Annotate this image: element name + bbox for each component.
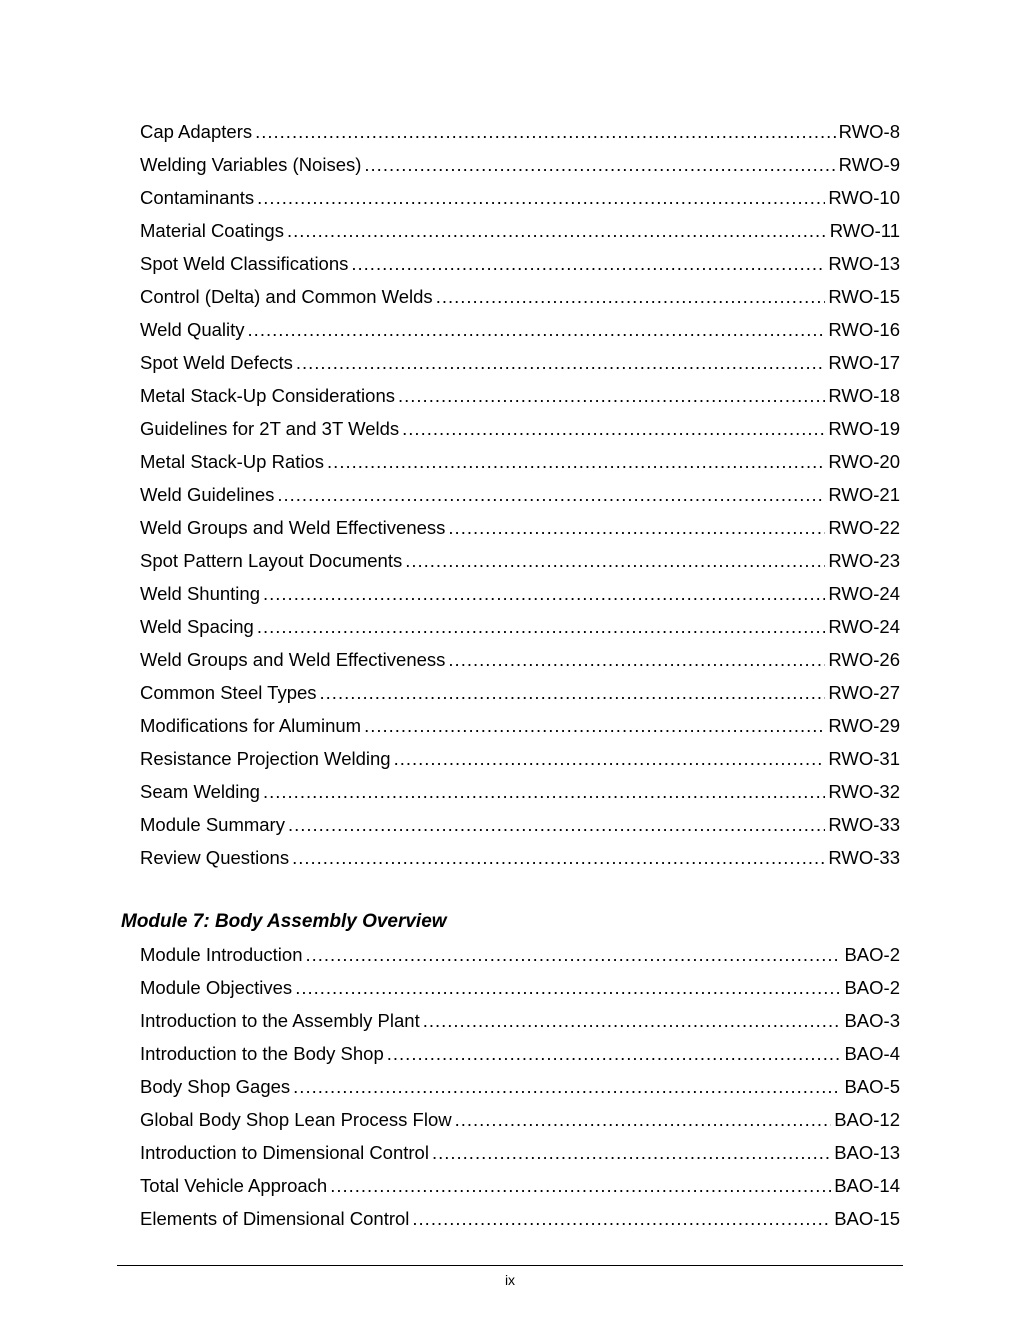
toc-entry[interactable] — [140, 247, 900, 280]
toc-entry-page: RWO-31 — [828, 748, 900, 769]
toc-entry[interactable] — [140, 610, 900, 643]
toc-entry[interactable] — [140, 676, 900, 709]
toc-leader-dots — [327, 445, 825, 478]
toc-entry[interactable] — [140, 971, 900, 1004]
toc-entry-title: Modifications for Aluminum — [140, 715, 362, 736]
toc-entry[interactable] — [140, 808, 900, 841]
toc-entry-title: Module Introduction — [140, 944, 303, 965]
toc-entry-page: RWO-33 — [828, 814, 900, 835]
toc-entry[interactable] — [140, 379, 900, 412]
toc-entry-page: BAO-15 — [834, 1208, 900, 1229]
page-number: ix — [504, 1272, 516, 1288]
toc-entry-title: Spot Weld Classifications — [140, 253, 349, 274]
toc-entry-page: RWO-17 — [828, 352, 900, 373]
toc-entry[interactable] — [140, 1037, 900, 1070]
toc-entry[interactable] — [140, 775, 900, 808]
toc-entry[interactable] — [140, 478, 900, 511]
toc-entry-page: BAO-14 — [834, 1175, 900, 1196]
toc-entry-page: RWO-8 — [838, 121, 900, 142]
toc-entry-title: Weld Shunting — [140, 583, 260, 604]
toc-leader-dots — [330, 1169, 831, 1202]
toc-entry-title: Introduction to Dimensional Control — [140, 1142, 429, 1163]
toc-entry-page: RWO-26 — [828, 649, 900, 670]
toc-entry-page: RWO-9 — [838, 154, 900, 175]
toc-leader-dots — [293, 1070, 841, 1103]
toc-leader-dots — [257, 610, 826, 643]
toc-entry[interactable] — [140, 181, 900, 214]
toc-leader-dots — [287, 214, 827, 247]
toc-entry-page: BAO-3 — [844, 1010, 900, 1031]
toc-entry-page: BAO-2 — [844, 944, 900, 965]
toc-entry-page: RWO-18 — [828, 385, 900, 406]
toc-entry[interactable] — [140, 148, 900, 181]
toc-entry[interactable] — [140, 1169, 900, 1202]
toc-leader-dots — [255, 115, 836, 148]
toc-leader-dots — [248, 313, 826, 346]
toc-leader-dots — [277, 478, 825, 511]
toc-entry-title: Resistance Projection Welding — [140, 748, 391, 769]
toc-entry-title: Elements of Dimensional Control — [140, 1208, 410, 1229]
toc-entry-page: RWO-22 — [828, 517, 900, 538]
toc-entry-title: Metal Stack-Up Considerations — [140, 385, 395, 406]
toc-entry[interactable] — [140, 214, 900, 247]
toc-entry-page: RWO-29 — [828, 715, 900, 736]
toc-leader-dots — [387, 1037, 842, 1070]
toc-entry[interactable] — [140, 313, 900, 346]
toc-entry-page: BAO-5 — [844, 1076, 900, 1097]
toc-leader-dots — [448, 643, 825, 676]
toc-entry-title: Spot Pattern Layout Documents — [140, 550, 403, 571]
toc-entry-title: Weld Spacing — [140, 616, 254, 637]
toc-entry-page: RWO-24 — [828, 616, 900, 637]
toc-leader-dots — [257, 181, 825, 214]
toc-entry[interactable] — [140, 280, 900, 313]
toc-leader-dots — [295, 971, 841, 1004]
toc-entry-title: Metal Stack-Up Ratios — [140, 451, 325, 472]
toc-entry-page: BAO-2 — [844, 977, 900, 998]
toc-entry-title: Spot Weld Defects — [140, 352, 293, 373]
toc-section-module-7 — [140, 938, 900, 1235]
toc-entry[interactable] — [140, 115, 900, 148]
footer-divider — [117, 1265, 903, 1266]
toc-leader-dots — [292, 841, 825, 874]
toc-entry[interactable] — [140, 511, 900, 544]
toc-entry-title: Weld Groups and Weld Effectiveness — [140, 517, 446, 538]
toc-leader-dots — [364, 148, 835, 181]
toc-leader-dots — [436, 280, 826, 313]
toc-entry-page: RWO-20 — [828, 451, 900, 472]
toc-entry[interactable] — [140, 643, 900, 676]
toc-entry-page: RWO-23 — [828, 550, 900, 571]
toc-entry-title: Control (Delta) and Common Welds — [140, 286, 433, 307]
toc-entry-title: Introduction to the Body Shop — [140, 1043, 384, 1064]
toc-entry[interactable] — [140, 841, 900, 874]
toc-entry[interactable] — [140, 577, 900, 610]
toc-leader-dots — [412, 1202, 831, 1235]
toc-leader-dots — [320, 676, 826, 709]
toc-entry-title: Material Coatings — [140, 220, 284, 241]
toc-leader-dots — [405, 544, 825, 577]
toc-entry-title: Module Objectives — [140, 977, 293, 998]
toc-entry-page: RWO-10 — [828, 187, 900, 208]
toc-entry-page: RWO-21 — [828, 484, 900, 505]
toc-entry[interactable] — [140, 445, 900, 478]
toc-entry[interactable] — [140, 544, 900, 577]
toc-entry[interactable] — [140, 1004, 900, 1037]
toc-entry-title: Module Summary — [140, 814, 285, 835]
toc-leader-dots — [394, 742, 826, 775]
toc-entry[interactable] — [140, 412, 900, 445]
toc-leader-dots — [402, 412, 825, 445]
toc-entry-page: RWO-11 — [829, 220, 900, 241]
toc-entry-page: BAO-12 — [834, 1109, 900, 1130]
toc-entry-title: Introduction to the Assembly Plant — [140, 1010, 420, 1031]
toc-entry-page: BAO-13 — [834, 1142, 900, 1163]
toc-leader-dots — [296, 346, 826, 379]
toc-entry-page: RWO-32 — [828, 781, 900, 802]
toc-leader-dots — [455, 1103, 832, 1136]
toc-leader-dots — [263, 775, 825, 808]
toc-entry[interactable] — [140, 1070, 900, 1103]
toc-section-rwo — [140, 115, 900, 874]
module-7-heading: Module 7: Body Assembly Overview — [121, 911, 447, 932]
toc-entry[interactable] — [140, 346, 900, 379]
toc-entry-title: Seam Welding — [140, 781, 260, 802]
toc-entry-title: Guidelines for 2T and 3T Welds — [140, 418, 400, 439]
toc-leader-dots — [398, 379, 825, 412]
toc-entry-page: RWO-15 — [828, 286, 900, 307]
toc-entry-page: RWO-27 — [828, 682, 900, 703]
toc-entry-title: Body Shop Gages — [140, 1076, 291, 1097]
toc-entry-title: Weld Quality — [140, 319, 245, 340]
toc-entry-page: RWO-13 — [828, 253, 900, 274]
toc-leader-dots — [263, 577, 825, 610]
toc-entry[interactable] — [140, 1202, 900, 1235]
toc-entry-title: Weld Guidelines — [140, 484, 275, 505]
toc-leader-dots — [448, 511, 825, 544]
toc-leader-dots — [364, 709, 825, 742]
toc-entry-title: Contaminants — [140, 187, 255, 208]
toc-entry-title: Welding Variables (Noises) — [140, 154, 362, 175]
toc-entry[interactable] — [140, 709, 900, 742]
toc-entry-title: Common Steel Types — [140, 682, 317, 703]
toc-entry[interactable] — [140, 742, 900, 775]
toc-entry-page: RWO-33 — [828, 847, 900, 868]
toc-leader-dots — [351, 247, 825, 280]
toc-entry-page: BAO-4 — [844, 1043, 900, 1064]
toc-leader-dots — [423, 1004, 842, 1037]
toc-leader-dots — [288, 808, 825, 841]
toc-leader-dots — [306, 938, 842, 971]
toc-entry-title: Cap Adapters — [140, 121, 253, 142]
toc-entry-title: Total Vehicle Approach — [140, 1175, 328, 1196]
toc-entry-title: Review Questions — [140, 847, 290, 868]
toc-entry-page: RWO-16 — [828, 319, 900, 340]
toc-entry-page: RWO-24 — [828, 583, 900, 604]
toc-entry[interactable] — [140, 1103, 900, 1136]
toc-entry[interactable] — [140, 938, 900, 971]
toc-entry-title: Weld Groups and Weld Effectiveness — [140, 649, 446, 670]
toc-entry-page: RWO-19 — [828, 418, 900, 439]
toc-entry-title: Global Body Shop Lean Process Flow — [140, 1109, 452, 1130]
toc-entry[interactable] — [140, 1136, 900, 1169]
toc-leader-dots — [432, 1136, 831, 1169]
